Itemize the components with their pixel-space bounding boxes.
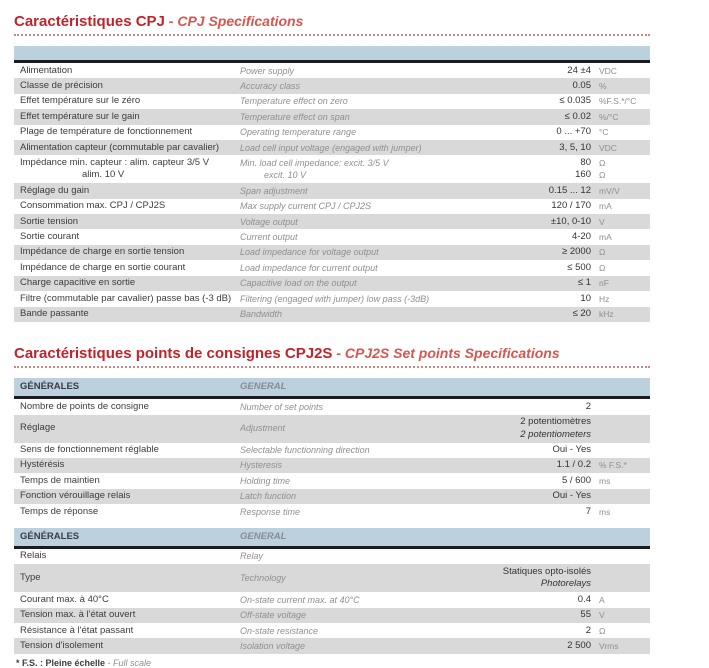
spec-label-en: Operating temperature range [240, 127, 357, 138]
table-header-label-fr: GÉNÉRALES [20, 530, 80, 542]
section-cpj [14, 12, 650, 322]
spec-label-en: Voltage output [240, 216, 298, 227]
spec-label-en: Load cell input voltage (engaged with jumper) [240, 142, 422, 153]
spec-value [472, 550, 591, 562]
spec-value: ≤ 1 [577, 277, 591, 289]
spec-row [14, 63, 650, 78]
spec-value: ≤ 20 [572, 308, 591, 319]
cpj2s-table-body-1 [14, 399, 650, 519]
section-cpj2s [14, 344, 650, 668]
spec-label-fr: Courant max. à 40°C [20, 593, 109, 605]
spec-row [14, 623, 650, 638]
spec-label-en: Accuracy class [240, 80, 301, 91]
spec-label-en: Response time [240, 506, 301, 517]
spec-label-en: Off-state voltage [240, 610, 307, 621]
spec-value: 0.15 ... 12 [548, 184, 591, 196]
spec-unit: nF [599, 278, 609, 289]
spec-label-fr: Bande passante [20, 308, 89, 319]
spec-unit: %F.S.*/°C [599, 96, 637, 107]
spec-row [14, 592, 650, 607]
spec-unit: kHz [599, 309, 614, 319]
spec-unit [591, 572, 650, 584]
footnote-bold-text: * F.S. : Pleine échelle [16, 657, 106, 668]
spec-label-fr: Temps de maintien [20, 474, 100, 486]
spec-label-fr: Charge capacitive en sortie [20, 277, 136, 289]
spec-unit: mA [599, 231, 612, 242]
spec-label-fr: Temps de réponse [20, 505, 99, 517]
spec-row [14, 549, 650, 564]
spec-unit: VDC [599, 65, 617, 76]
spec-unit [591, 422, 650, 434]
spec-label-fr: Classe de précision [20, 79, 103, 91]
spec-row [14, 78, 650, 93]
cpj-table-header-bar [14, 46, 650, 63]
spec-row [14, 443, 650, 458]
table-header-label-en: GENERAL [240, 380, 287, 392]
spec-value: ≥ 2000 [562, 246, 591, 258]
spec-label-en: Bandwidth [240, 309, 283, 319]
spec-value: 4-20 [571, 230, 591, 242]
footnote-italic-text: - Full scale [105, 657, 152, 668]
spec-label-fr: Filtre (commutable par cavalier) passe bas (-3 dB) [20, 292, 232, 304]
spec-row [14, 504, 650, 519]
spec-row [14, 260, 650, 275]
spec-label-en: Span adjustment [240, 185, 308, 196]
spec-unit: %/°C [599, 111, 619, 122]
spec-unit: Ω [599, 625, 606, 636]
spec-value: Oui - Yes [552, 444, 591, 456]
section-title-english: - CPJ Specifications [164, 13, 304, 29]
spec-value: 5 / 600 [561, 474, 591, 486]
spec-unit [591, 401, 650, 413]
spec-row [14, 399, 650, 414]
spec-label-en: On-state current max. at 40°C [240, 594, 360, 605]
spec-label-en: Load impedance for voltage output [240, 247, 379, 258]
section-title-french: Caractéristiques CPJ [14, 13, 165, 30]
spec-unit: A [599, 594, 605, 605]
spec-label-en: Min. load cell impedance: excit. 3/5 V excit. 10 V [240, 157, 389, 181]
spec-unit: ms [599, 506, 611, 517]
spec-row [14, 458, 650, 473]
spec-row [14, 125, 650, 140]
spec-unit: V [599, 216, 605, 227]
cpj-spec-table [14, 46, 650, 322]
spec-value: Statiques opto-isolés Photorelays [502, 565, 591, 590]
spec-label-fr: Effet température sur le gain [20, 110, 140, 122]
spec-label-fr: Tension max. à l'état ouvert [20, 609, 136, 621]
spec-label-fr: Alimentation [20, 64, 73, 76]
spec-label-fr: Sortie courant [20, 230, 80, 242]
spec-unit: Hz [599, 293, 610, 304]
spec-row [14, 638, 650, 653]
spec-row [14, 109, 650, 124]
spec-label-en: Selectable functionning direction [240, 445, 370, 456]
section-cpj-title [14, 12, 650, 36]
spec-row [14, 183, 650, 198]
spec-unit: Ω Ω [599, 157, 606, 181]
spec-label-en: Relay [240, 551, 264, 562]
spec-unit: Vrms [599, 640, 619, 651]
spec-value: 2 500 [567, 639, 591, 651]
spec-label-en: Adjustment [240, 423, 286, 434]
spec-label-fr: Nombre de points de consigne [20, 400, 149, 412]
spec-value: 7 [585, 505, 591, 517]
spec-label-en: On-state resistance [240, 625, 319, 636]
spec-value: ≤ 500 [567, 261, 591, 273]
spec-label-fr: Effet température sur le zéro [20, 95, 141, 107]
spec-label-en: Capacitive load on the output [240, 278, 357, 289]
spec-label-fr: Réglage du gain [20, 184, 90, 196]
spec-value: 55 [580, 609, 591, 621]
spec-row [14, 608, 650, 623]
spec-label-en: Power supply [240, 65, 295, 76]
table-header-label-fr: GÉNÉRALES [20, 380, 80, 392]
spec-label-fr: Impédance de charge en sortie courant [20, 261, 186, 273]
spec-row [14, 155, 650, 183]
spec-unit: mV/V [599, 185, 620, 196]
section-title-english: - CPJ2S Set points Specifications [332, 344, 560, 361]
spec-row [14, 199, 650, 214]
spec-value: ≤ 0.02 [564, 110, 591, 122]
spec-label-fr: Relais [20, 550, 47, 562]
spec-row [14, 94, 650, 109]
section-title-french: Caractéristiques points de consignes CPJ2S [14, 344, 333, 362]
table-header-label-en: GENERAL [240, 530, 287, 542]
spec-value: 3, 5, 10 [559, 141, 591, 153]
spec-value: 10 [580, 292, 591, 304]
spec-row [14, 473, 650, 488]
spec-row [14, 564, 650, 592]
spec-label-fr: Réglage [20, 422, 56, 434]
spec-label-fr: Alimentation capteur (commutable par cavalier) [20, 141, 220, 153]
spec-row [14, 276, 650, 291]
spec-unit: VDC [599, 142, 617, 153]
spec-value: 120 / 170 [551, 200, 591, 212]
spec-unit [591, 444, 650, 456]
spec-unit: % F.S.* [599, 460, 627, 471]
section-cpj2s-title [14, 344, 650, 368]
spec-label-fr: Sortie tension [20, 215, 79, 227]
spec-unit: % [599, 80, 607, 91]
table-gap [14, 520, 650, 528]
spec-value: 0 ... +70 [556, 126, 591, 138]
spec-unit: ms [599, 475, 611, 486]
spec-label-fr: Hystérésis [20, 459, 65, 471]
spec-label-fr: Impédance de charge en sortie tension [20, 246, 185, 258]
spec-value: 2 potentiomètres 2 potentiometers [520, 416, 591, 440]
spec-label-fr: Plage de température de fonctionnement [20, 126, 193, 138]
spec-value: 1.1 / 0.2 [556, 459, 591, 471]
footnote-full-scale [14, 658, 650, 668]
cpj2s-spec-table-general-2 [14, 528, 650, 654]
cpj2s-spec-table-general-1 [14, 378, 650, 520]
spec-unit: °C [599, 127, 609, 138]
spec-value: ≤ 0.035 [559, 95, 591, 107]
spec-unit [591, 550, 650, 562]
spec-label-en: Temperature effect on zero [240, 96, 348, 107]
spec-value: Oui - Yes [552, 490, 591, 502]
spec-value: 24 ±4 [567, 64, 591, 76]
spec-label-fr: Consommation max. CPJ / CPJ2S [20, 200, 166, 212]
spec-label-en: Isolation voltage [240, 640, 306, 651]
spec-row [14, 291, 650, 306]
spec-value: 0.4 [577, 593, 591, 605]
spec-label-fr: Type [20, 572, 41, 584]
spec-label-en: Load impedance for current output [240, 262, 378, 273]
spec-label-fr: Fonction vérouillage relais [20, 490, 131, 502]
spec-row [14, 140, 650, 155]
spec-row [14, 245, 650, 260]
spec-label-en: Latch function [240, 491, 297, 502]
spec-unit: V [599, 610, 605, 621]
table-header-general-2 [14, 528, 650, 549]
spec-label-en: Holding time [240, 475, 291, 486]
spec-value: ±10, 0-10 [550, 215, 591, 227]
spec-label-en: Temperature effect on span [240, 111, 350, 122]
spec-label-en: Current output [240, 231, 298, 242]
spec-label-en: Technology [240, 573, 286, 584]
spec-row [14, 214, 650, 229]
spec-unit: Ω [599, 247, 606, 258]
spec-label-fr: Sens de fonctionnement réglable [20, 444, 159, 456]
spec-unit: Ω [599, 262, 606, 273]
spec-label-en: Number of set points [240, 401, 324, 412]
spec-unit [591, 490, 650, 502]
spec-label-en: Hysteresis [240, 460, 283, 471]
spec-row [14, 229, 650, 244]
spec-label-fr: Résistance à l'état passant [20, 624, 134, 636]
spec-value: 2 [585, 624, 591, 636]
spec-row [14, 489, 650, 504]
cpj-table-body [14, 63, 650, 322]
spec-row [14, 307, 650, 322]
spec-label-en: Filtering (engaged with jumper) low pass (-3dB) [240, 293, 430, 304]
spec-row [14, 415, 650, 443]
cpj2s-table-body-2 [14, 549, 650, 654]
spec-value: 2 [585, 400, 591, 412]
spec-value: 0.05 [572, 79, 591, 91]
table-header-general-1 [14, 378, 650, 399]
spec-unit: mA [599, 201, 612, 212]
spec-label-en: Max supply current CPJ / CPJ2S [240, 201, 372, 212]
spec-value: 80 160 [575, 156, 591, 181]
spec-label-fr: Tension d'isolement [20, 639, 104, 651]
spec-label-fr: Impédance min. capteur : alim. capteur 3/5 V alim. 10 V [20, 156, 210, 181]
